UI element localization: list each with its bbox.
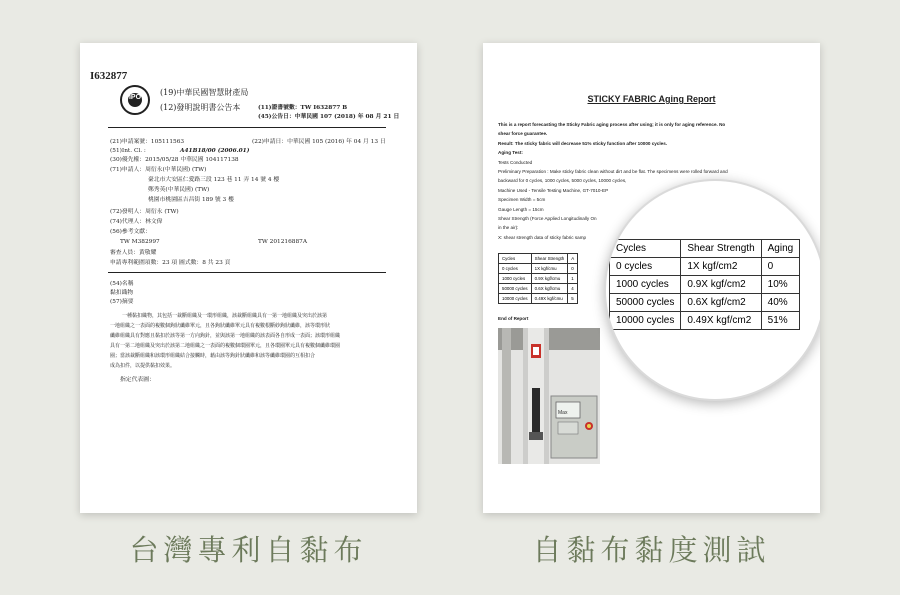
table-header: Cycles [610,240,681,258]
patent-ref1: TW M382997 [120,239,160,245]
abstract-line: 一地組織之一表面的複數個鉤狀纖維單元，且各鉤狀纖維單元具有複數根斷紗鉤狀纖維，該等環形狀 [110,323,331,329]
table-cell: 0 cycles [499,264,532,274]
patent-app-date: (22)申請日：中華民國 105 (2016) 年 04 月 13 日 [252,139,386,145]
patent-pub-date: (45)公告日：中華民國 107 (2018) 年 08 月 21 日 [258,114,400,120]
table-cell: 1X kgf/cm2 [681,258,761,276]
report-zoom-table [609,239,800,330]
table-cell: 50000 cycles [610,294,681,312]
report-small-table [498,253,578,304]
table-row [610,258,800,276]
table-cell: 0.6X kgf/cmu [531,284,568,294]
table-row [610,276,800,294]
report-line: shear force guarantee. [498,131,548,137]
table-header-row [499,254,578,264]
table-cell: 0.6X kgf/cm2 [681,294,761,312]
table-row [499,274,578,284]
table-cell: 5 [568,294,578,304]
table-row [499,284,578,294]
table-header: Shear Strength [531,254,568,264]
patent-cert-no: (11)證書號數：TW I632877 B [258,105,348,111]
table-row [610,312,800,330]
patent-app-no: (21)申請案號：105111563 [110,139,185,145]
report-line: X: shear strength data of sticky fabric samp [498,234,587,240]
testing-machine-photo [498,328,600,464]
patent-title-value: 黏扣織物 [110,290,134,296]
patent-int-cl: (51)Int. Cl. : [110,148,146,154]
table-cell: 0.49X kgf/cmu [531,294,568,304]
table-row [499,264,578,274]
abstract-line: 纖維組織具有對應且黏扣於該等第一方向鉤針，並與該第一地組織的該表面各自形成一表面；該環形組織 [110,333,341,339]
aging-report-document [483,43,820,513]
patent-examiner: 審查人員：黃敬耀 [110,250,157,256]
table-cell: 1000 cycles [610,276,681,294]
table-cell: 40% [761,294,800,312]
abstract-line: 具有一第二地組織及突出於該第二地組織之一表面的複數個環圈單元，且各環圈單元具有複數個纖維環圈 [110,343,341,349]
patent-agent: (74)代理人：林文偉 [110,219,163,225]
patent-document [80,43,417,513]
table-cell: 10% [761,276,800,294]
patent-divider-bottom [108,272,386,273]
ipo-logo-text: IPO [128,94,142,101]
abstract-line: 圈；當該裁斷組織和該環形組織結合接觸時，藉由該等鉤針狀纖維和該等纖維環圈的互相扣合 [110,353,316,359]
table-header: Shear Strength [681,240,761,258]
table-header: A [568,254,578,264]
table-cell: 0 [568,264,578,274]
patent-int-cl-code: A41B18/00 (2006.01) [180,148,250,154]
table-row [499,294,578,304]
report-line: backward for 0 cycles, 1000 cycles, 5000 cycles, 10000 cycles, [498,178,627,184]
report-line: Preliminary Preparation : Make sticky fabric clean without dirt and be flat. The specimens were rolled forward and [498,169,728,175]
patent-rep-figure: 指定代表圖： [120,377,155,383]
patent-divider-top [108,127,386,128]
table-cell: 50000 cycles [499,284,532,294]
table-cell: 0.9X kgf/cm2 [681,276,761,294]
report-line: Aging Test: [498,150,523,156]
table-header: Aging [761,240,800,258]
table-cell: 1 [568,274,578,284]
patent-references: (56)參考文獻： [110,229,151,235]
table-cell: 1000 cycles [499,274,532,284]
patent-header-line2: (12)發明說明書公告本 [160,103,241,112]
patent-address1: 臺北市大安區仁愛路三段 123 巷 11 弄 14 號 4 樓 [148,177,280,183]
patent-abstract [110,311,340,371]
table-header-row [610,240,800,258]
table-cell: 0.49X kgf/cm2 [681,312,761,330]
report-end-label: End of Report [498,316,529,321]
report-line: Specimen Width = 5cm [498,197,546,203]
abstract-line: 一種黏扣織物，其包括一裁斷組織及一環形組織，該裁斷組織具有一第一地組織及突出於該第 [122,313,328,319]
patent-address2: 桃園市桃園區吉昌街 189 號 3 樓 [148,197,234,203]
patent-title-label: (54)名稱 [110,281,134,287]
patent-applicant: (71)申請人：周衍永(中華民國) (TW) [110,167,207,173]
magnifier-zoom [604,179,820,401]
report-line: Shear Strength (Force Applied Longitudinally On [498,216,597,222]
report-line: Machine Used - Tensile Testing Machine, GT-7010-EP [498,187,609,193]
patent-id: I632877 [90,70,128,82]
table-cell: 1X kgf/cmu [531,264,568,274]
table-cell: 0 [761,258,800,276]
patent-claims: 申請專利範圍項數：23 項 圖式數：8 共 23 頁 [110,260,231,266]
table-row [610,294,800,312]
report-title: STICKY FABRIC Aging Report [587,94,716,104]
report-line: in the air): [498,225,519,231]
patent-ref2: TW 201216887A [258,239,308,245]
caption-taiwan-patent: 台灣專利自黏布 [129,533,368,567]
table-cell: 0.9X kgf/cmu [531,274,568,284]
machine-label: Max [558,410,568,416]
abstract-line: 成為扣件，以提供黏扣效果。 [110,363,176,369]
patent-abstract-label: (57)摘要 [110,299,134,305]
caption-adhesion-test: 自黏布黏度測試 [532,533,771,567]
testing-machine-icon [498,328,600,464]
table-cell: 10000 cycles [499,294,532,304]
report-result: Result: The sticky fabric will decrease 51% sticky function after 10000 cycles. [498,140,668,146]
patent-applicant2: 鄭秀英(中華民國) (TW) [148,187,210,193]
table-cell: 51% [761,312,800,330]
table-cell: 0 cycles [610,258,681,276]
report-line: Tests Conducted [498,159,533,165]
patent-header-line1: (19)中華民國智慧財產局 [160,88,249,97]
table-header: Cycles [499,254,532,264]
patent-priority: (30)優先權：2015/05/28 中華民國 104117138 [110,157,239,163]
report-line: This is a report forecasting the Sticky Fabric aging process after using; it is only for aging reference. No [498,122,726,127]
report-line: Gauge Length = 15cm [498,206,544,212]
table-cell: 4 [568,284,578,294]
patent-inventor: (72)發明人：周衍永 (TW) [110,209,179,215]
table-cell: 10000 cycles [610,312,681,330]
ipo-logo-icon [120,85,150,115]
